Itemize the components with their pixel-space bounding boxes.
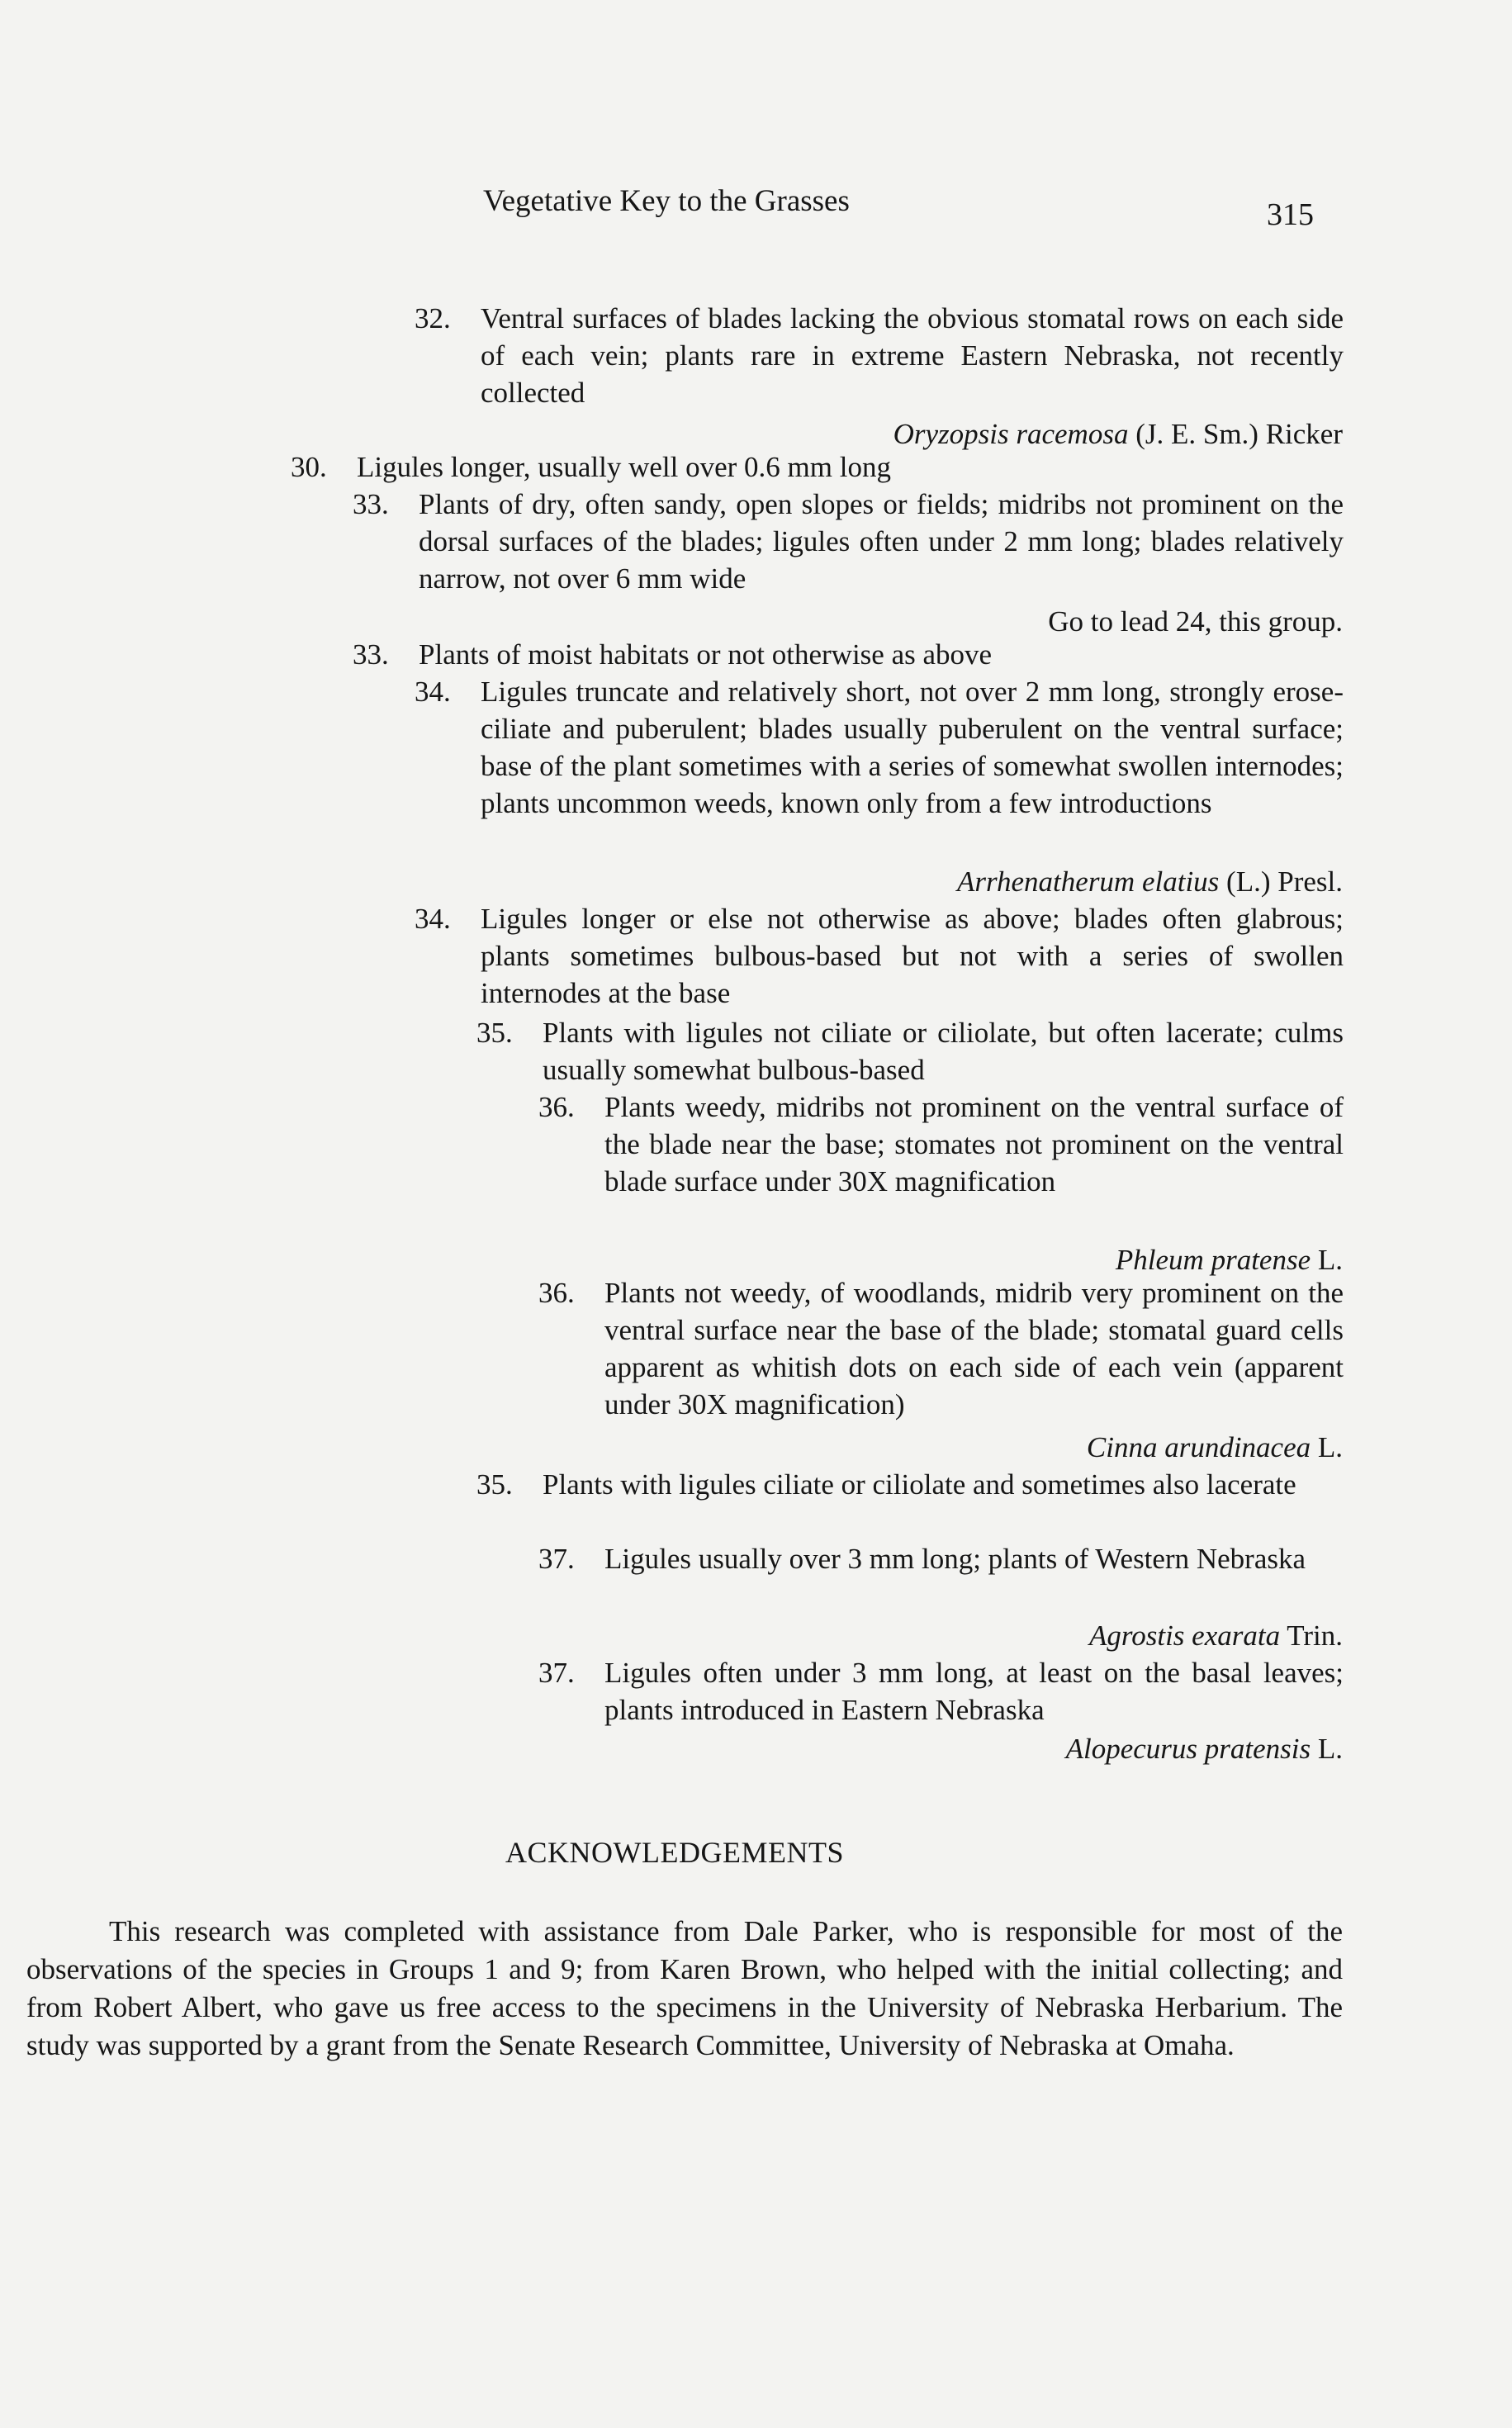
lead-number: 34. [415,903,451,935]
key-lead-34-first [415,673,1344,822]
key-lead-32 [415,300,1344,411]
lead-number: 36. [538,1277,575,1309]
lead-number: 37. [538,1657,575,1689]
lead-text: Ligules longer or else not otherwise as above; blades often glabrous; plants sometimes bulbous-based but not with a series of swollen internodes at the base [481,903,1344,1009]
species-authority: L. [1311,1431,1343,1463]
lead-number: 33. [353,488,389,520]
lead-text: Plants not weedy, of woodlands, midrib very prominent on the ventral surface near the base of the blade; stomatal guard cells apparent as whitish dots on each side of each vein (apparent under 30X magnification) [604,1277,1344,1420]
key-lead-33-second [353,636,1344,673]
lead-number: 36. [538,1091,575,1123]
species-binomial: Alopecurus pratensis [1065,1733,1311,1765]
species-name [957,863,1343,900]
species-binomial: Agrostis exarata [1089,1619,1281,1652]
lead-number: 30. [291,451,327,483]
lead-text: Ventral surfaces of blades lacking the obvious stomatal rows on each side of each vein; plants rare in extreme Eastern Nebraska, not recently collected [481,302,1344,409]
species-authority: (L.) Presl. [1219,865,1343,898]
key-lead-37-first [538,1540,1344,1577]
lead-number: 34. [415,676,451,708]
species-name [1116,1241,1343,1278]
species-name [1066,1730,1343,1767]
key-lead-36-first [538,1088,1344,1200]
key-lead-36-second [538,1274,1344,1423]
lead-text: Ligules truncate and relatively short, not over 2 mm long, strongly erose-ciliate and puberulent; blades usually puberulent on the ventral surface; base of the plant sometimes with a series of somewhat swollen internodes; plants uncommon weeds, known only from a few introductions [481,676,1344,819]
species-authority: L. [1311,1244,1343,1276]
species-name [1089,1617,1343,1654]
species-name [893,415,1343,453]
lead-number: 33. [353,638,389,671]
lead-text: Plants with ligules not ciliate or ciliolate, but often lacerate; culms usually somewhat bulbous-based [543,1017,1344,1086]
lead-text: Plants weedy, midribs not prominent on the ventral surface of the blade near the base; stomates not prominent on the ventral blade surface under 30X magnification [604,1091,1344,1197]
lead-number: 32. [415,302,451,334]
lead-text: Ligules often under 3 mm long, at least on the basal leaves; plants introduced in Eastern Nebraska [604,1657,1344,1726]
lead-number: 35. [476,1468,513,1501]
species-authority: (J. E. Sm.) Ricker [1128,418,1343,450]
species-binomial: Oryzopsis racemosa [893,418,1129,450]
lead-text: Ligules longer, usually well over 0.6 mm long [357,451,891,483]
lead-text: Plants of dry, often sandy, open slopes or fields; midribs not prominent on the dorsal surfaces of the blades; ligules often under 2 mm long; blades relatively narrow, not over 6 mm wide [419,488,1344,595]
key-lead-30 [291,448,1344,486]
key-lead-34-second [415,900,1344,1012]
running-header-title: Vegetative Key to the Grasses [483,184,850,218]
key-lead-35-first [476,1014,1344,1088]
key-lead-37-second [538,1654,1344,1729]
acknowledgements-heading: ACKNOWLEDGEMENTS [505,1836,844,1869]
key-lead-33-first [353,486,1344,597]
page-number: 315 [1267,197,1314,232]
species-binomial: Cinna arundinacea [1086,1431,1311,1463]
goto-instruction: Go to lead 24, this group. [1048,605,1343,638]
species-authority: L. [1311,1733,1343,1765]
species-authority: Trin. [1280,1619,1343,1652]
lead-text: Ligules usually over 3 mm long; plants of Western Nebraska [604,1543,1306,1575]
species-binomial: Arrhenatherum elatius [957,865,1220,898]
lead-text: Plants with ligules ciliate or ciliolate and sometimes also lacerate [543,1468,1296,1501]
lead-text: Plants of moist habitats or not otherwise as above [419,638,993,671]
lead-number: 35. [476,1017,513,1049]
acknowledgements-paragraph: This research was completed with assistance from Dale Parker, who is responsible for most of the observations of the species in Groups 1 and 9; from Karen Brown, who helped with the initial collecting; and from Robert Albert, who gave us free access to the specimens in the University of Nebraska Herbarium. The study was supported by a grant from the Senate Research Committee, University of Nebraska at Omaha. [26,1915,1343,2061]
species-binomial: Phleum pratense [1115,1244,1311,1276]
key-lead-35-second [476,1466,1344,1503]
lead-number: 37. [538,1543,575,1575]
species-name [1087,1429,1343,1466]
